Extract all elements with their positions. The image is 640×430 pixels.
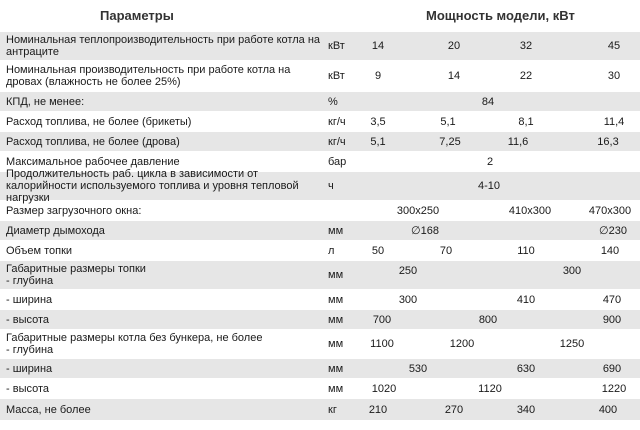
table-row bbox=[0, 92, 640, 111]
row-unit: кг/ч bbox=[328, 115, 346, 128]
value-cell: 1200 bbox=[449, 338, 475, 350]
row-unit: мм bbox=[328, 382, 344, 395]
table-row bbox=[0, 112, 640, 131]
table-row bbox=[0, 132, 640, 151]
value-cell: 22 bbox=[519, 70, 533, 82]
value-cell: 16,3 bbox=[597, 135, 619, 148]
row-label: Диаметр дымохода bbox=[6, 224, 105, 237]
row-label: Номинальная производительность при работе котла на дровах (влажность не более 25%) bbox=[6, 64, 291, 88]
value-cell: ∅230 bbox=[599, 225, 627, 237]
row-label: Максимальное рабочее давление bbox=[6, 155, 180, 168]
table-row bbox=[0, 310, 640, 329]
table-row bbox=[0, 241, 640, 260]
row-label: Номинальная теплопроизводительность при работе котла на антраците bbox=[6, 34, 321, 58]
table-row bbox=[0, 168, 640, 204]
table-row bbox=[0, 32, 640, 60]
value-cell: 1250 bbox=[559, 338, 585, 350]
table-row bbox=[0, 261, 640, 289]
table-row bbox=[0, 399, 640, 420]
value-cell: 1220 bbox=[601, 382, 627, 395]
table-row bbox=[0, 359, 640, 378]
value-cell: 50 bbox=[371, 244, 385, 257]
value-cell: 20 bbox=[447, 40, 461, 52]
row-label: - высота bbox=[6, 382, 50, 395]
value-cell: 14 bbox=[447, 70, 461, 82]
row-label: Объем топки bbox=[6, 244, 73, 257]
value-cell: 340 bbox=[516, 403, 536, 416]
row-label: Габаритные размеры котла без бункера, не более - глубина bbox=[6, 332, 263, 356]
value-cell: 300 bbox=[398, 293, 418, 306]
row-unit: кВт bbox=[328, 70, 345, 82]
row-unit: ч bbox=[328, 180, 334, 192]
value-cell: 7,25 bbox=[439, 135, 461, 148]
value-cell: 110 bbox=[517, 244, 535, 257]
row-label: Расход топлива, не более (брикеты) bbox=[6, 115, 192, 128]
row-unit: кВт bbox=[328, 40, 345, 52]
table-row bbox=[0, 201, 640, 220]
row-unit: бар bbox=[328, 155, 347, 168]
value-cell: 5,1 bbox=[370, 135, 386, 148]
row-unit: мм bbox=[328, 224, 344, 237]
row-unit: кг/ч bbox=[328, 135, 346, 148]
value-cell: 30 bbox=[607, 70, 621, 82]
row-unit bbox=[328, 201, 368, 220]
row-unit: л bbox=[328, 244, 335, 257]
value-cell: 800 bbox=[478, 313, 498, 326]
row-label: - ширина bbox=[6, 293, 53, 306]
value-cell: 4-10 bbox=[477, 180, 501, 192]
value-cell: 8,1 bbox=[518, 115, 534, 128]
value-cell: 530 bbox=[408, 362, 428, 375]
value-cell: 45 bbox=[607, 40, 621, 52]
value-cell: 140 bbox=[600, 244, 620, 257]
value-cell: 3,5 bbox=[370, 115, 386, 128]
power-header: Мощность модели, кВт bbox=[426, 8, 575, 23]
row-label: КПД, не менее: bbox=[6, 95, 85, 108]
value-cell: 250 bbox=[398, 265, 418, 277]
row-unit: мм bbox=[328, 338, 344, 350]
value-cell: 300x250 bbox=[396, 204, 440, 217]
row-unit: мм bbox=[328, 293, 344, 306]
value-cell: 1120 bbox=[478, 382, 502, 395]
value-cell: 300 bbox=[562, 265, 582, 277]
value-cell: 14 bbox=[371, 40, 385, 52]
value-cell: 470x300 bbox=[588, 204, 632, 217]
value-cell: 410 bbox=[516, 293, 536, 306]
value-cell: 410x300 bbox=[508, 204, 552, 217]
value-cell: 84 bbox=[481, 95, 495, 108]
table-row bbox=[0, 62, 640, 90]
row-label: Габаритные размеры топки - глубина bbox=[6, 263, 146, 287]
value-cell: 11,6 bbox=[507, 135, 529, 148]
value-cell: 690 bbox=[602, 362, 622, 375]
row-unit: мм bbox=[328, 313, 344, 326]
row-label: - ширина bbox=[6, 362, 53, 375]
table-row bbox=[0, 290, 640, 309]
value-cell: 1100 bbox=[370, 338, 394, 350]
row-unit: мм bbox=[328, 269, 344, 281]
value-cell: 630 bbox=[516, 362, 536, 375]
row-unit: мм bbox=[328, 362, 344, 375]
value-cell: ∅168 bbox=[411, 225, 439, 237]
row-unit: кг bbox=[328, 403, 337, 416]
value-cell: 32 bbox=[519, 40, 533, 52]
params-header: Параметры bbox=[100, 8, 174, 23]
row-unit: % bbox=[328, 95, 338, 108]
table-row bbox=[0, 330, 640, 358]
row-label: - высота bbox=[6, 313, 50, 326]
value-cell: 400 bbox=[598, 403, 618, 416]
value-cell: 210 bbox=[368, 403, 388, 416]
value-cell: 9 bbox=[374, 70, 382, 82]
value-cell: 900 bbox=[602, 313, 622, 326]
value-cell: 11,4 bbox=[603, 115, 625, 128]
value-cell: 2 bbox=[486, 155, 494, 168]
value-cell: 5,1 bbox=[440, 115, 456, 128]
value-cell: 470 bbox=[602, 293, 622, 306]
value-cell: 1020 bbox=[371, 382, 397, 395]
value-cell: 270 bbox=[444, 403, 464, 416]
row-label: Продолжительность раб. цикла в зависимости от калорийности используемого топлива и уровня тепловой нагрузки bbox=[6, 168, 299, 204]
row-label: Размер загрузочного окна: bbox=[6, 204, 142, 217]
table-row bbox=[0, 379, 640, 398]
row-label: Масса, не более bbox=[6, 403, 91, 416]
row-label: Расход топлива, не более (дрова) bbox=[6, 135, 180, 148]
value-cell: 700 bbox=[372, 313, 392, 326]
table-row bbox=[0, 221, 640, 240]
value-cell: 70 bbox=[439, 244, 453, 257]
